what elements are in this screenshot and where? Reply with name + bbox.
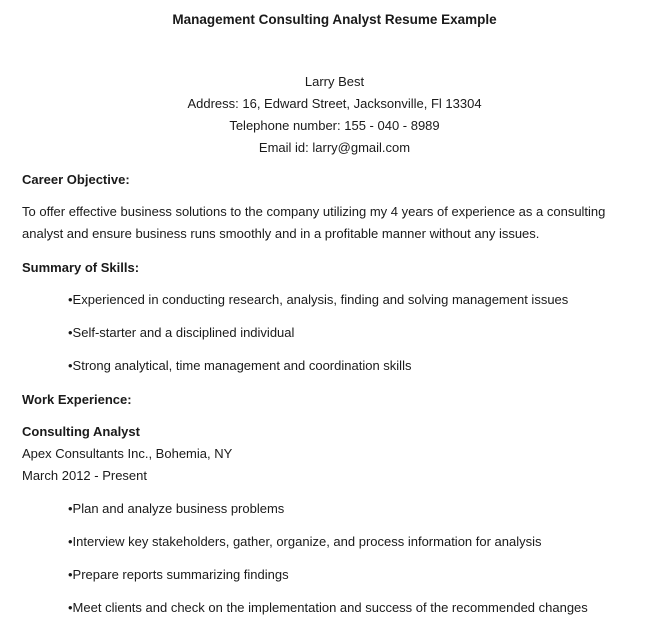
contact-address: Address: 16, Edward Street, Jacksonville, Fl 13304 (187, 96, 482, 111)
skill-item: •Experienced in conducting research, analysis, finding and solving management issues (68, 292, 569, 307)
job-duty-item: •Interview key stakeholders, gather, organize, and process information for analysis (68, 534, 542, 549)
contact-telephone: Telephone number: 155 - 040 - 8989 (229, 118, 440, 133)
job-duty-item: •Meet clients and check on the implementation and success of the recommended changes (68, 600, 588, 615)
work-heading: Work Experience: (22, 392, 132, 407)
job-duty-item: •Plan and analyze business problems (68, 501, 285, 516)
job-duty-item: •Prepare reports summarizing findings (68, 567, 289, 582)
skill-item: •Strong analytical, time management and coordination skills (68, 358, 412, 373)
job-title: Consulting Analyst (22, 424, 140, 439)
job-dates: March 2012 - Present (22, 468, 148, 483)
job-company: Apex Consultants Inc., Bohemia, NY (22, 446, 233, 461)
contact-email: Email id: larry@gmail.com (258, 140, 411, 155)
document-title: Management Consulting Analyst Resume Example (172, 12, 497, 27)
career-objective-line: To offer effective business solutions to the company utilizing my 4 years of experience as a consulting (22, 204, 606, 219)
contact-name: Larry Best (304, 74, 365, 89)
skill-item: •Self-starter and a disciplined individual (68, 325, 295, 340)
career-objective-line: analyst and ensure business runs smoothly and in a profitable manner without any issues. (22, 226, 540, 241)
skills-heading: Summary of Skills: (22, 260, 140, 275)
career-objective-heading: Career Objective: (22, 172, 130, 187)
